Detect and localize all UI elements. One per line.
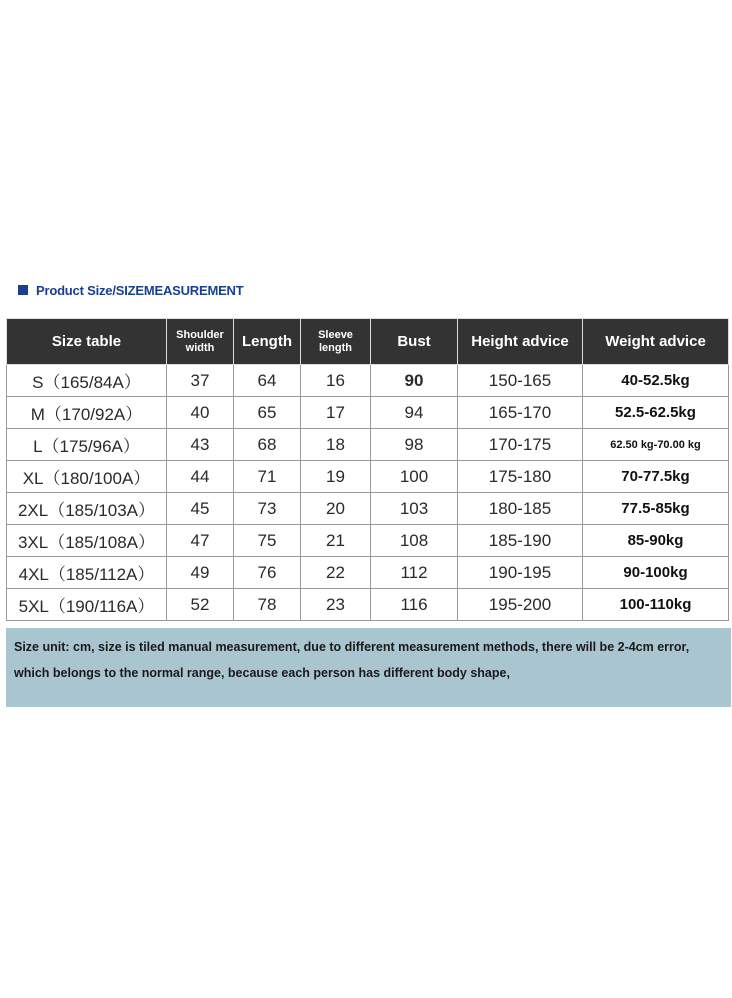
table-row — [7, 589, 729, 621]
cell-length: 78 — [234, 589, 301, 621]
cell-sleeve: 21 — [301, 525, 371, 557]
cell-length: 68 — [234, 429, 301, 461]
cell-bust: 94 — [371, 397, 458, 429]
cell-sleeve: 20 — [301, 493, 371, 525]
cell-length: 75 — [234, 525, 301, 557]
cell-height: 170-175 — [458, 429, 583, 461]
cell-sleeve: 22 — [301, 557, 371, 589]
table-row — [7, 429, 729, 461]
cell-shoulder: 49 — [167, 557, 234, 589]
cell-height: 195-200 — [458, 589, 583, 621]
cell-height: 175-180 — [458, 461, 583, 493]
cell-shoulder: 43 — [167, 429, 234, 461]
size-table — [6, 318, 729, 621]
cell-length: 73 — [234, 493, 301, 525]
cell-bust: 90 — [371, 365, 458, 397]
table-row — [7, 525, 729, 557]
cell-shoulder: 47 — [167, 525, 234, 557]
cell-shoulder: 37 — [167, 365, 234, 397]
note-line-1: Size unit: cm, size is tiled manual measurement, due to different measurement methods, there will be 2-4cm error, — [14, 640, 690, 654]
cell-sleeve: 17 — [301, 397, 371, 429]
cell-shoulder: 44 — [167, 461, 234, 493]
cell-shoulder: 52 — [167, 589, 234, 621]
header-sleeve-line2: length — [319, 341, 352, 354]
cell-height: 180-185 — [458, 493, 583, 525]
cell-weight: 62.50 kg-70.00 kg — [583, 429, 729, 461]
size-note — [6, 628, 731, 707]
cell-weight: 90-100kg — [583, 557, 729, 589]
section-heading-text: Product Size/SIZEMEASUREMENT — [36, 282, 244, 298]
cell-shoulder: 45 — [167, 493, 234, 525]
table-row — [7, 493, 729, 525]
cell-bust: 116 — [371, 589, 458, 621]
cell-weight: 77.5-85kg — [583, 493, 729, 525]
header-length: Length — [234, 319, 301, 365]
header-size: Size table — [7, 319, 167, 365]
table-row — [7, 397, 729, 429]
cell-weight: 52.5-62.5kg — [583, 397, 729, 429]
table-row — [7, 557, 729, 589]
table-header-row — [7, 319, 729, 365]
cell-size: M（170/92A） — [7, 397, 167, 429]
cell-weight: 85-90kg — [583, 525, 729, 557]
cell-weight: 40-52.5kg — [583, 365, 729, 397]
cell-sleeve: 23 — [301, 589, 371, 621]
cell-bust: 112 — [371, 557, 458, 589]
cell-height: 185-190 — [458, 525, 583, 557]
cell-height: 150-165 — [458, 365, 583, 397]
cell-weight: 100-110kg — [583, 589, 729, 621]
header-shoulder-width — [167, 319, 234, 365]
cell-bust: 100 — [371, 461, 458, 493]
header-shoulder-line2: width — [185, 341, 215, 354]
cell-size: 3XL（185/108A） — [7, 525, 167, 557]
section-heading — [18, 280, 243, 300]
cell-sleeve: 16 — [301, 365, 371, 397]
header-shoulder-line1: Shoulder — [176, 328, 224, 341]
cell-size: S（165/84A） — [7, 365, 167, 397]
cell-size: 4XL（185/112A） — [7, 557, 167, 589]
cell-sleeve: 18 — [301, 429, 371, 461]
cell-length: 76 — [234, 557, 301, 589]
header-bust: Bust — [371, 319, 458, 365]
cell-bust: 103 — [371, 493, 458, 525]
header-sleeve-length — [301, 319, 371, 365]
cell-length: 71 — [234, 461, 301, 493]
cell-length: 64 — [234, 365, 301, 397]
cell-height: 165-170 — [458, 397, 583, 429]
cell-shoulder: 40 — [167, 397, 234, 429]
cell-height: 190-195 — [458, 557, 583, 589]
table-row — [7, 461, 729, 493]
cell-length: 65 — [234, 397, 301, 429]
cell-sleeve: 19 — [301, 461, 371, 493]
cell-size: 2XL（185/103A） — [7, 493, 167, 525]
cell-bust: 98 — [371, 429, 458, 461]
table-row — [7, 365, 729, 397]
note-line-2: which belongs to the normal range, because each person has different body shape, — [14, 666, 510, 680]
cell-bust: 108 — [371, 525, 458, 557]
header-height-advice: Height advice — [458, 319, 583, 365]
cell-size: L（175/96A） — [7, 429, 167, 461]
header-weight-advice: Weight advice — [583, 319, 729, 365]
cell-size: 5XL（190/116A） — [7, 589, 167, 621]
header-sleeve-line1: Sleeve — [318, 328, 353, 341]
square-bullet-icon — [18, 285, 28, 295]
cell-weight: 70-77.5kg — [583, 461, 729, 493]
cell-size: XL（180/100A） — [7, 461, 167, 493]
